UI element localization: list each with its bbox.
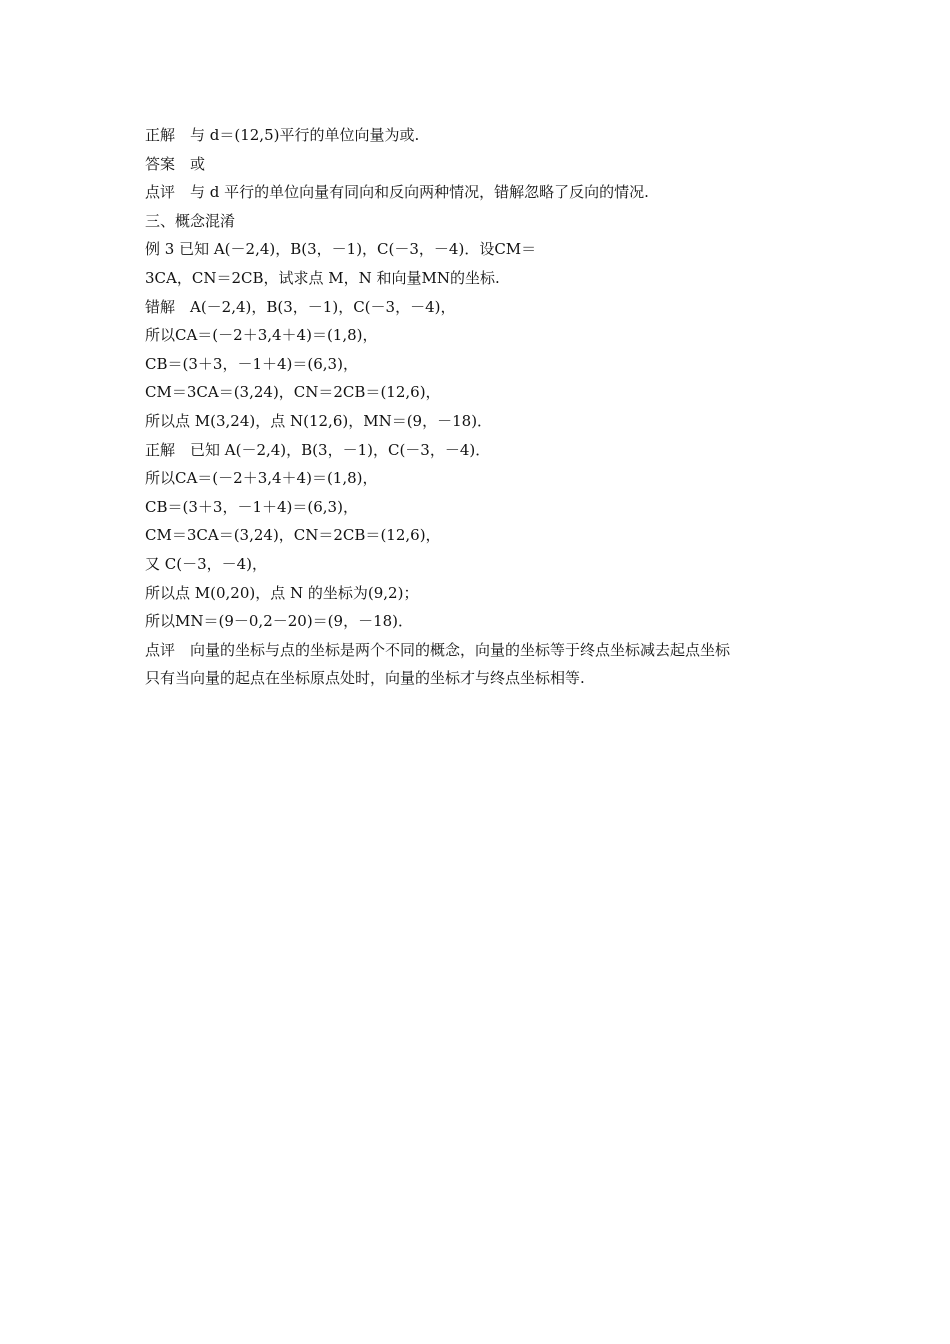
text-line: 又 C(－3，－4)，: [145, 554, 268, 573]
text-line: 只有当向量的起点在坐标原点处时，向量的坐标才与终点坐标相等.: [145, 669, 585, 688]
text-line: 点评 向量的坐标与点的坐标是两个不同的概念，向量的坐标等于终点坐标减去起点坐标: [145, 640, 731, 659]
text-line: CB＝(3＋3，－1＋4)＝(6,3)，: [145, 354, 358, 373]
text-line: 例 3 已知 A(－2,4)，B(3，－1)，C(－3，－4)．设CM＝: [145, 240, 537, 259]
document-body: [145, 121, 825, 693]
text-line: CB＝(3＋3，－1＋4)＝(6,3)，: [145, 497, 358, 516]
text-line: 正解 已知 A(－2,4)，B(3，－1)，C(－3，－4)．: [145, 440, 491, 459]
text-line: 点评 与 d 平行的单位向量有同向和反向两种情况，错解忽略了反向的情况.: [145, 183, 649, 202]
text-line: 正解 与 d＝(12,5)平行的单位向量为或.: [145, 126, 420, 144]
text-line: CM＝3CA＝(3,24)，CN＝2CB＝(12,6)，: [145, 526, 441, 545]
text-line: CM＝3CA＝(3,24)，CN＝2CB＝(12,6)，: [145, 383, 441, 402]
text-line: 所以点 M(0,20)，点 N 的坐标为(9,2)；: [145, 583, 419, 602]
text-line: 答案 或: [145, 154, 206, 173]
text-line: 所以点 M(3,24)，点 N(12,6)，MN＝(9，－18)．: [145, 411, 493, 430]
text-line: 所以MN＝(9－0,2－20)＝(9，－18)．: [145, 612, 414, 631]
text-line: 错解 A(－2,4)，B(3，－1)，C(－3，－4)，: [145, 297, 456, 316]
text-line: 3CA，CN＝2CB，试求点 M，N 和向量MN的坐标.: [145, 268, 500, 287]
text-line: 所以CA＝(－2＋3,4＋4)＝(1,8)，: [145, 469, 378, 488]
text-line: 所以CA＝(－2＋3,4＋4)＝(1,8)，: [145, 326, 378, 345]
section-heading: 三、概念混淆: [145, 211, 236, 230]
